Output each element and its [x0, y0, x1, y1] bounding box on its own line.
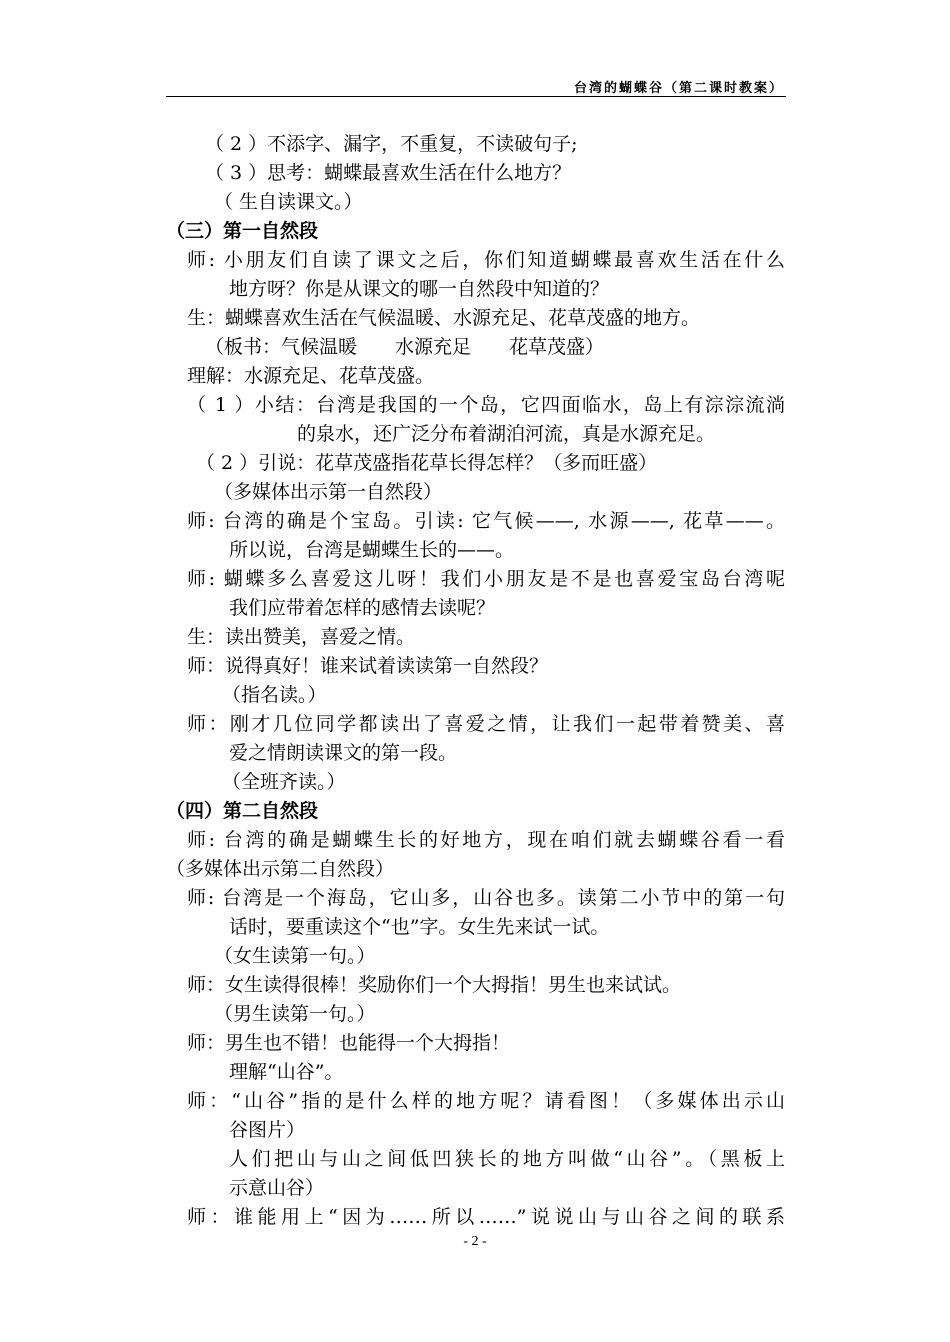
text-line: 谷图片） [229, 1119, 306, 1141]
text-line: （全班齐读。） [222, 771, 346, 793]
text-line: 师：说得真好！谁来试着读读第一自然段？ [187, 655, 549, 677]
text-line: 生：蝴蝶喜欢生活在气候温暖、水源充足、花草茂盛的地方。 [187, 307, 701, 329]
text-line: 理解：水源充足、花草茂盛。 [187, 365, 435, 387]
text-line: 人们把山与山之间低凹狭长的地方叫做“山谷”。（黑板上 [229, 1148, 785, 1170]
text-line: （ 生自读课文。） [214, 191, 363, 213]
text-line: （ 1 ）小结：台湾是我国的一个岛，它四面临水，岛上有淙淙流淌 [187, 394, 785, 416]
text-line: 地方呀？你是从课文的哪一自然段中知道的？ [229, 278, 610, 300]
section-heading: （三）第一自然段 [166, 220, 319, 242]
text-line: （多媒体出示第二自然段） [166, 858, 395, 880]
text-line: 师: 蝴蝶多么喜爱这儿呀！我们小朋友是不是也喜爱宝岛台湾呢 [187, 568, 785, 590]
text-line: （多媒体出示第一自然段） [214, 481, 443, 503]
text-line: 师：“山谷”指的是什么样的地方呢？请看图！（多媒体出示山 [187, 1090, 785, 1112]
text-line: （板书：气候温暖 水源充足 花草茂盛） [205, 336, 605, 358]
text-line: 所以说，台湾是蝴蝶生长的——。 [229, 539, 515, 561]
text-line: 理解“山谷”。 [229, 1061, 344, 1083]
text-line: 师: 台湾是一个海岛，它山多，山谷也多。读第二小节中的第一句 [187, 887, 785, 909]
text-line: （ 2 ）引说：花草茂盛指花草长得怎样？（多而旺盛） [196, 452, 658, 474]
section-heading: （四）第二自然段 [166, 800, 319, 822]
header-title: 台湾的蝴蝶谷（第二课时教案） [573, 81, 784, 96]
text-line: 师：男生也不错！也能得一个大拇指！ [187, 1032, 511, 1054]
text-line: 师: 台湾的确是个宝岛。引读: 它气候——, 水源——, 花草——。 [187, 510, 785, 532]
text-line: （ 3 ）思考：蝴蝶最喜欢生活在什么地方？ [205, 162, 572, 184]
text-line: 师：谁能用上“因为……所以……”说说山与山谷之间的联系 [187, 1206, 785, 1228]
text-line: 师：女生读得很棒！奖励你们一个大拇指！男生也来试试。 [187, 974, 682, 996]
page-number: - 2 - [463, 1234, 487, 1249]
text-line: 话时，要重读这个“也”字。女生先来试一试。 [229, 916, 610, 938]
text-line: （男生读第一句。） [214, 1003, 376, 1025]
text-line: 我们应带着怎样的感情去读呢？ [229, 597, 496, 619]
text-line: 师：刚才几位同学都读出了喜爱之情，让我们一起带着赞美、喜 [187, 713, 785, 735]
text-line: 师: 小朋友们自读了课文之后，你们知道蝴蝶最喜欢生活在什么 [187, 249, 785, 271]
text-line: 生：读出赞美，喜爱之情。 [187, 626, 416, 648]
text-line: （指名读。） [222, 684, 327, 706]
text-line: 示意山谷） [229, 1177, 325, 1199]
text-line: 的泉水，还广泛分布着湖泊河流，真是水源充足。 [297, 423, 716, 445]
text-line: 师: 台湾的确是蝴蝶生长的好地方，现在咱们就去蝴蝶谷看一看 [187, 829, 785, 851]
text-line: （ 2 ）不添字、漏字，不重复，不读破句子; [205, 133, 578, 155]
text-line: （女生读第一句。） [214, 945, 376, 967]
text-line: 爱之情朗读课文的第一段。 [229, 742, 458, 764]
